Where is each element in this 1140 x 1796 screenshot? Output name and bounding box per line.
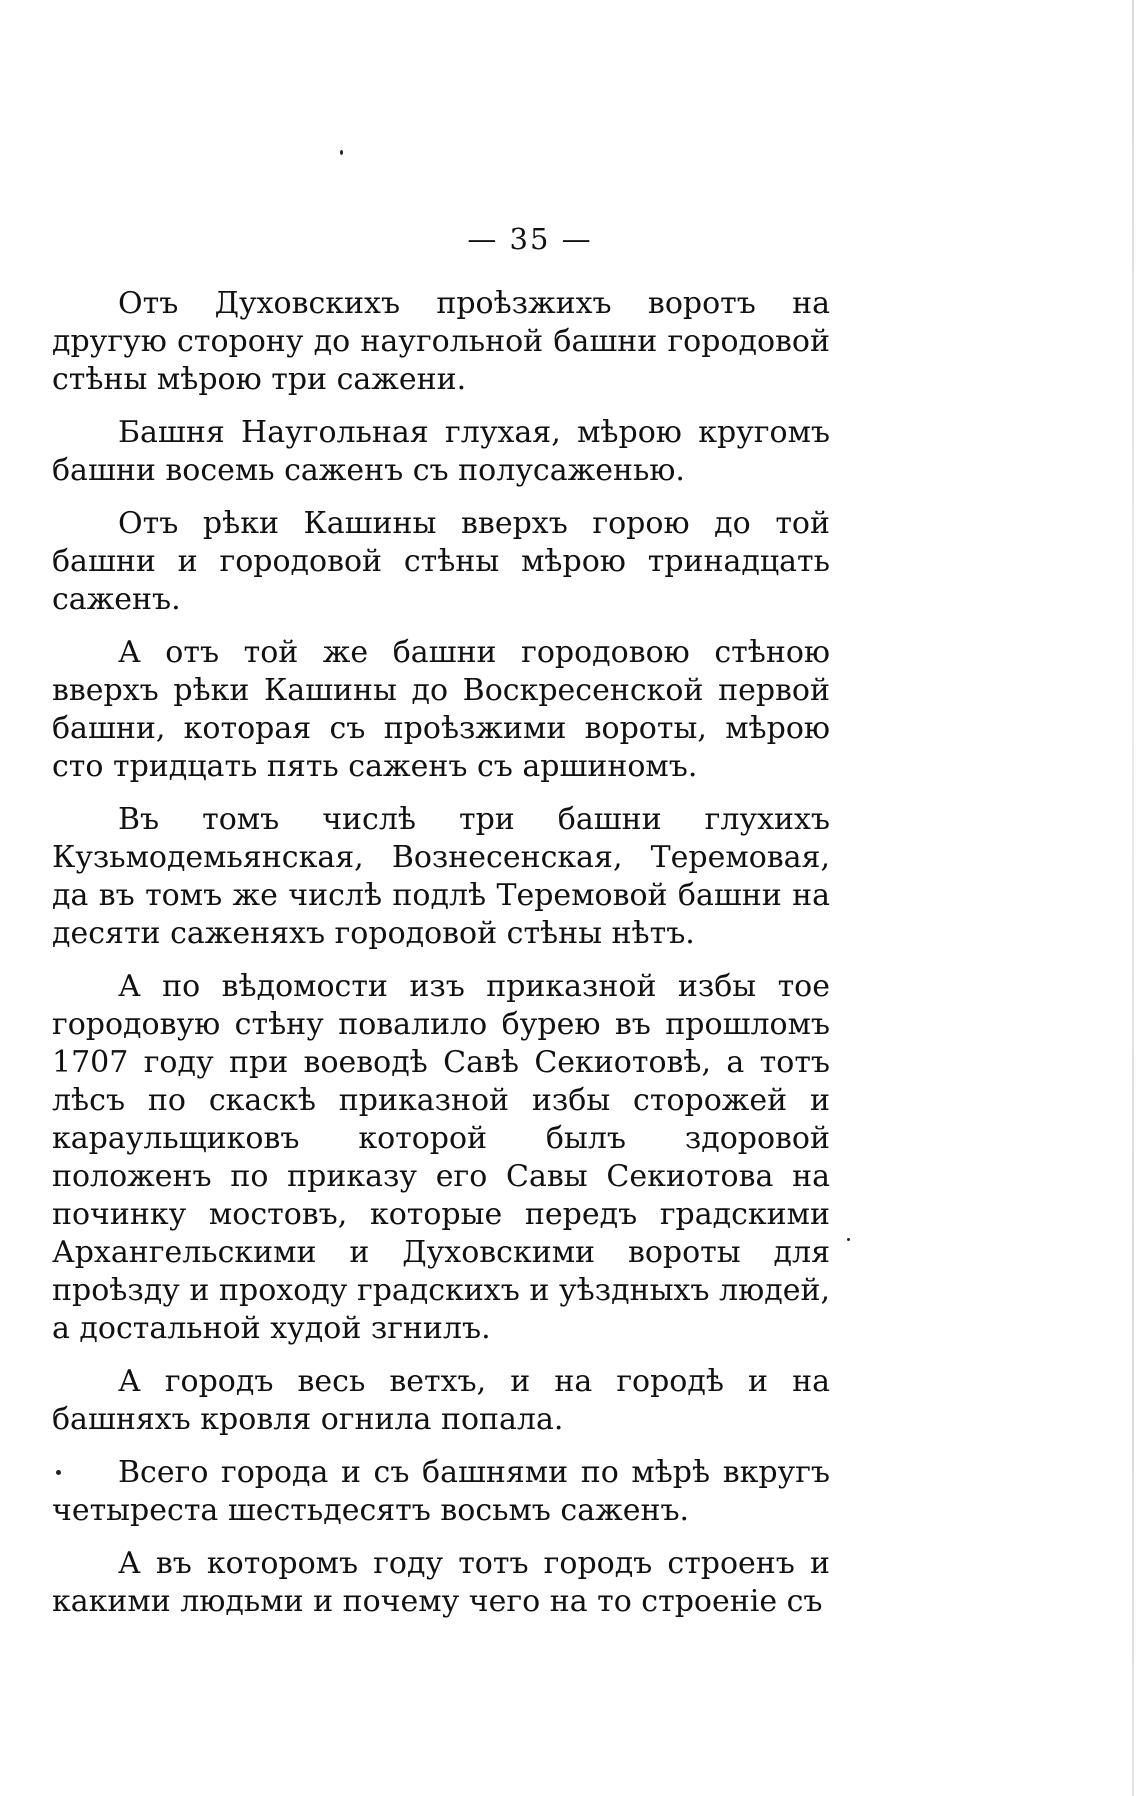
paragraph: А отъ той же башни городовою стѣною вверхъ рѣки Кашины до Воскресенской первой башни, которая съ проѣзжими вороты, мѣрою сто тридцать пять саженъ съ аршиномъ. [52, 635, 830, 784]
paragraph: Отъ рѣки Кашины вверхъ горою до той башни и городовой стѣны мѣрою тринадцать саженъ. [52, 506, 830, 617]
scan-speck [847, 1238, 850, 1241]
paragraph: А въ которомъ году тотъ городъ строенъ и какими людьми и почему чего на то строеніе съ [52, 1546, 830, 1619]
paragraph: А городъ весь ветхъ, и на городѣ и на башняхъ кровля огнила попала. [52, 1364, 830, 1437]
body-text [52, 285, 830, 1621]
paragraph: Башня Наугольная глухая, мѣрою кругомъ башни восемь саженъ съ полусаженью. [52, 415, 830, 488]
paragraph: Отъ Духовскихъ проѣзжихъ воротъ на другую сторону до наугольной башни городовой стѣны мѣрою три сажени. [52, 286, 830, 397]
page-edge-shadow [1132, 0, 1134, 1796]
paragraph: Въ томъ числѣ три башни глухихъ Кузьмодемьянская, Вознесенская, Теремовая, да въ томъ же числѣ подлѣ Теремовой башни на десяти саженяхъ городовой стѣны нѣтъ. [52, 802, 830, 951]
paragraph: А по вѣдомости изъ приказной избы тое городовую стѣну повалило бурею въ прошломъ 1707 году при воеводѣ Савѣ Секиотовѣ, а тотъ лѣсъ по скаскѣ приказной избы сторожей и караульщиковъ которой былъ здоровой положенъ по приказу его Савы Секиотова на починку мостовъ, которые передъ градскими Архангельскими и Духовскими вороты для проѣзду и проходу градскихъ и уѣздныхъ людей, а достальной худой згнилъ. [52, 969, 830, 1346]
scan-speck [340, 150, 343, 155]
paragraph: Всего города и съ башнями по мѣрѣ вкругъ четыреста шестьдесятъ восьмъ саженъ. [52, 1455, 830, 1528]
page-number: — 35 — [467, 222, 593, 256]
